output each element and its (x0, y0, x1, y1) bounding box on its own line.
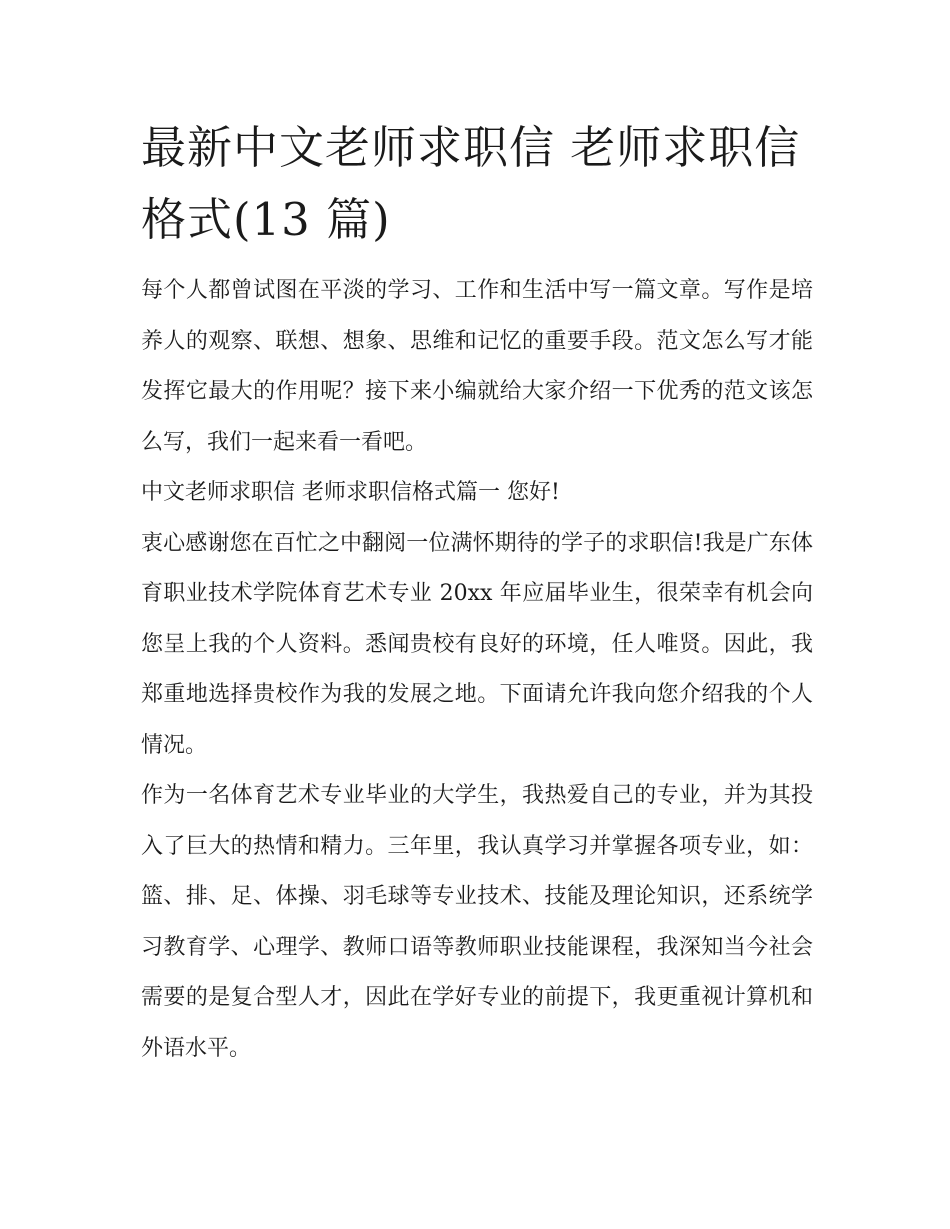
document-page (141, 112, 813, 1074)
paragraph-major: 作为一名体育艺术专业毕业的大学生，我热爱自己的专业，并为其投入了巨大的热情和精力。三年里，我认真学习并掌握各项专业，如：篮、排、足、体操、羽毛球等专业技术、技能及理论知识，还系统学习教育学、心理学、教师口语等教师职业技能课程，我深知当今社会需要的是复合型人才，因此在学好专业的前提下，我更重视计算机和外语水平。 (141, 783, 813, 1061)
document-title: 最新中文老师求职信 老师求职信格式(13 篇) (141, 121, 801, 246)
paragraph-intro: 每个人都曾试图在平淡的学习、工作和生活中写一篇文章。写作是培养人的观察、联想、想象、思维和记忆的重要手段。范文怎么写才能发挥它最大的作用呢？接下来小编就给大家介绍一下优秀的范文该怎么写，我们一起来看一看吧。 (141, 278, 813, 455)
paragraph-gratitude: 衷心感谢您在百忙之中翻阅一位满怀期待的学子的求职信!我是广东体育职业技术学院体育艺术专业 20xx 年应届毕业生，很荣幸有机会向您呈上我的个人资料。悉闻贵校有良好的环境，任人唯贤。因此，我郑重地选择贵校作为我的发展之地。下面请允许我向您介绍我的个人情况。 (141, 530, 813, 758)
document-body (141, 266, 813, 1074)
paragraph-section-heading: 中文老师求职信 老师求职信格式篇一 您好! (141, 480, 560, 505)
